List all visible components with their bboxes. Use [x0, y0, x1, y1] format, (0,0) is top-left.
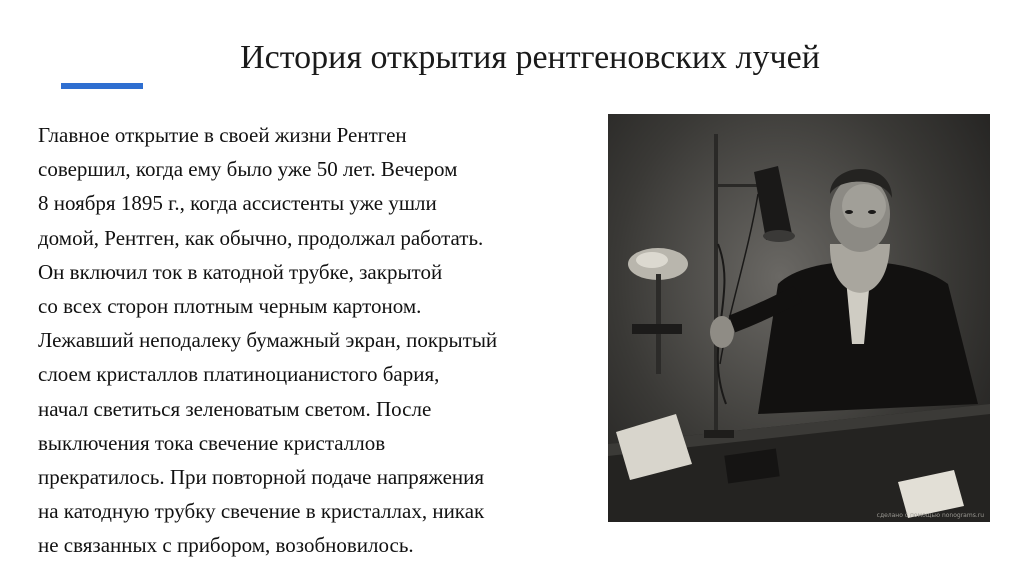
body-line: выключения тока свечение кристаллов: [38, 430, 386, 455]
body-line: Главное открытие в своей жизни Рентген: [38, 123, 407, 147]
body-line: совершил, когда ему было уже 50 лет. Вечером: [38, 157, 458, 182]
body-line: на катодную трубку свечение в кристаллах, никак: [38, 499, 485, 524]
body-line: начал светиться зеленоватым светом. После: [38, 396, 432, 421]
roentgen-photo: [608, 114, 990, 522]
body-line: со всех сторон плотным черным картоном.: [38, 294, 422, 319]
body-line: 8 ноября 1895 г., когда ассистенты уже ушли: [38, 191, 437, 216]
title-accent-bar: [61, 83, 143, 89]
body-line: Лежавший неподалеку бумажный экран, покрытый: [38, 328, 498, 353]
body-line: не связанных с прибором, возобновилось.: [38, 533, 414, 558]
body-line: прекратилось. При повторной подаче напряжения: [38, 465, 485, 490]
body-line: слоем кристаллов платиноцианистого бария,: [38, 362, 440, 387]
photo-watermark: сделано с помощью nonograms.ru: [876, 512, 984, 519]
body-paragraph: [38, 118, 608, 563]
body-line: Он включил ток в катодной трубке, закрытой: [38, 259, 443, 284]
slide-title: История открытия рентгеновских лучей: [240, 39, 820, 76]
body-line: домой, Рентген, как обычно, продолжал работать.: [38, 225, 484, 250]
photo-illustration: [608, 114, 990, 522]
